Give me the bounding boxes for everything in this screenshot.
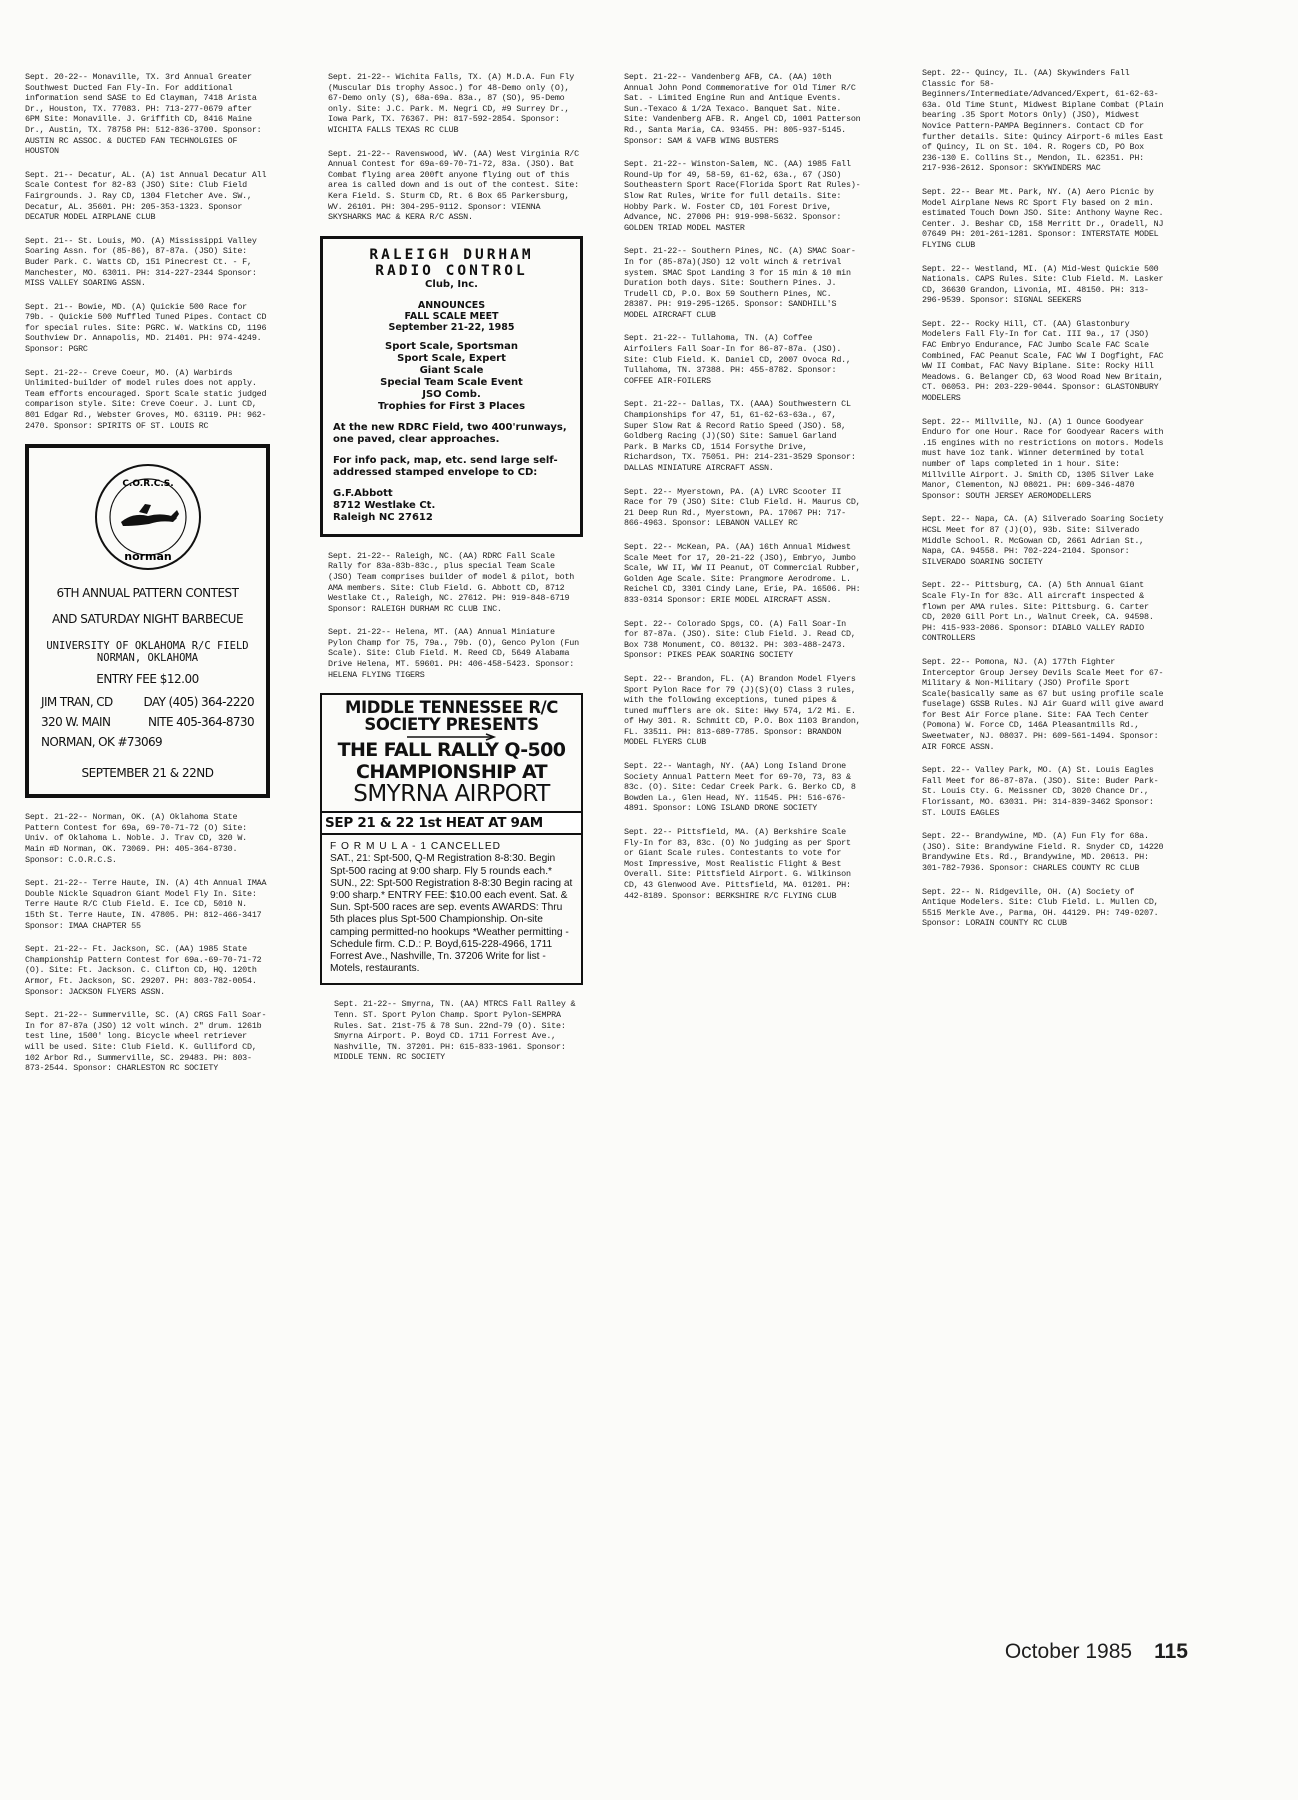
ad-contact: G.F.Abbott [333,487,393,499]
norman-pattern-contest-ad [25,444,270,798]
issue-date: October 1985 [1004,1640,1133,1663]
ad-title: RADIO CONTROL [375,262,528,279]
ad-event: Giant Scale [419,364,484,376]
ad-heading: SMYRNA AIRPORT [353,781,550,808]
listing-entry: Sept. 21-- Bowie, MD. (A) Quickie 500 Race for 79b. - Quickie 500 Muffled Tuned Pipes. Contact CD for special rules. Site: PGRC. W. Watkins CD, 1196 Southview Dr. Annapolis, MD. 21401. PH: 974-4249. Sponsor: PGRC [25,301,267,355]
listing-entry: Sept. 21-- St. Louis, MO. (A) Mississippi Valley Soaring Assn. for (85-86), 87-87a. (JSO) Site: Buder Park. C. Watts CD, 151 Pinecrest Ct. - F, Manchester, MO. 63011. PH: 314-227-2344 Sponsor: MISS VALLEY SOARING ASSN. [25,235,257,289]
listing-entry: Sept. 21-22-- Dallas, TX. (AAA) Southwestern CL Championships for 47, 51, 61-62-63-63a., 67, Super Slow Rat & Record Ratio Speed (JSO). 58, Goldberg Racing (J)(SO) Site: Samuel Garland Park. B Marks CD, 1514 Forsythe Drive, Richardson, TX. 75051. PH: 214-231-3529 Sponsor: DALLAS MINIATURE AIRCRAFT ASSN. [624,399,856,473]
contact-row [37,732,258,752]
listing-entry: Sept. 22-- McKean, PA. (AA) 16th Annual Midwest Scale Meet for 17, 20-21-22 (JSO), Embryo, Jumbo Scale, WW II, WW II Peanut, OT Commercial Rubber, Golden Age Scale. Site: Prangmore Aerodrome. L. Reichel CD, 3301 Cindy Lane, Erie, PA. 16506. PH: 833-0314 Sponsor: ERIE MODEL AIRCRAFT ASSN. [624,541,861,605]
listings-col1-top [25,72,270,431]
ad-line: 6TH ANNUAL PATTERN CONTEST [56,586,239,601]
ad-event: Special Team Scale Event [380,376,523,388]
listing-entry: Sept. 22-- Pittsfield, MA. (A) Berkshire Scale Fly-In for 83, 83c. (O) No judging as per Sport or Giant Scale rules. Contestants to vote for Most Impressive, Most Realistic Flight & Best Overall. Site: Pittsfield Airport. G. Wilkinson CD, 43 Glenwood Ave. Pittsfield, MA. 01201. PH: 442-8189. Sponsor: BERKSHIRE R/C FLYING CLUB [624,827,851,901]
listing-entry: Sept. 21-22-- Ravenswood, WV. (AA) West Virginia R/C Annual Contest for 69a-69-70-71-72, 83a. (JSO). Bat Combat flying area 200ft anyone flying out of this area is called down and is out of the contest. Site: Kera Field. S. Sturm CD, Rt. 6 Box 65 Parkersburg, WV. 26101. PH: 304-295-9112. Sponsor: VIENNA SKYSHARKS MAC & KERA R/C ASSN. [328,148,579,223]
listing-entry: Sept. 21-22-- Summerville, SC. (A) CRGS Fall Soar-In for 87-87a (JSO) 12 volt winch. 2" drum. 1261b test line, 1500' long. Bicycle wheel retriever will be used. Site: Club Field. K. Gulliford CD, 102 Arbor Rd., Summerville, SC. 29483. PH: 803-873-2544. Sponsor: CHARLESTON RC SOCIETY [25,1010,267,1074]
listing-entry: Sept. 22-- Myerstown, PA. (A) LVRC Scooter II Race for 79 (JSO) Site: Club Field. H. Maurus CD, 21 Deep Run Rd., Myerstown, PA. 17067 PH: 717-866-4963. Sponsor: LEBANON VALLEY RC [624,486,861,529]
listing-entry: Sept. 21-22-- Ft. Jackson, SC. (AA) 1985 State Championship Pattern Contest for 69a.-69-70-71-72 (O). Site: Ft. Jackson. C. Clifton CD, HQ. 120th Armor, Ft. Jackson, SC. 29207. PH: 803-782-0054. Sponsor: JACKSON FLYERS ASSN. [25,944,262,997]
column-4 [922,68,1167,942]
listing-entry: Sept. 21-22-- Terre Haute, IN. (A) 4th Annual IMAA Double Nickle Squadron Giant Model Fly In. Site: Terre Haute R/C Club Field. E. Ice CD, 5010 N. 15th St. Terre Haute, IN. 47805. PH: 812-466-3417 Sponsor: IMAA CHAPTER 55 [25,878,267,931]
page-footer [1005,1640,1188,1664]
listing-entry: Sept. 22-- Pomona, NJ. (A) 177th Fighter Interceptor Group Jersey Devils Scale Meet for 67-Military & Non-Military (JSO) Profile Sport Scale(basically same as 67 but using profile scale fuselage) GSSB Rules. NJ Air Guard will give award for Best Air Force plane. Site: FAA Tech Center (Pomona) W. Force CD, 146A Pleasantmills Rd., Sweetwater, NJ. 08037. PH: 609-561-1494. Sponsor: AIR FORCE ASSN. [922,656,1164,752]
listings-col1-bottom [25,812,270,1073]
entry-fee: ENTRY FEE $12.00 [96,672,199,687]
listing-entry: Sept. 22-- Quincy, IL. (AA) Skywinders Fall Classic for 58-Beginners/Intermediate/Advanced/Expert, 61-62-63-63a. Old Time Stunt, Midwest Biplane Combat (Plain bearing .35 Sport Motors Only) (JSO), Midwest Novice Pattern-PAMPA Beginners. Contact CD for further details. Site: Quincy Airport-6 miles East of Quincy, IL on St. 104. R. Rogers CD, PO Box 236-130 E. Collins St., Mendon, IL. 62351. PH: 217-936-2612. Sponsor: SKYWINDERS MAC [922,68,1164,174]
ad-heading: MIDDLE TENNESSEE R/C [344,698,559,718]
ad-heading: CHAMPIONSHIP AT [356,761,547,784]
ad-line: AND SATURDAY NIGHT BARBECUE [51,612,244,627]
ad-body [322,835,581,983]
ad-heading: SOCIETY PRESENTS [364,715,539,735]
ad-contact: 8712 Westlake Ct. [333,499,436,511]
ad-date: SEPTEMBER 21 & 22ND [81,766,214,781]
listing-entry: Sept. 21-22-- Vandenberg AFB, CA. (AA) 10th Annual John Pond Commemorative for Old Timer R/C Sat. - Limited Engine Run and Antique Events. Sun.-Texaco & 1/2A Texaco. Banquet Sat. Nite. Site: Vandenberg AFB. R. Angel CD, 1001 Patterson Rd., Santa Maria, CA. 93455. PH: 805-937-5145. Sponsor: SAM & VAFB WING BUSTERS [624,72,861,146]
listing-entry: Sept. 21-22-- Wichita Falls, TX. (A) M.D.A. Fun Fly (Muscular Dis trophy Assoc.) for 48-Demo only (O), 67-Demo only (S), 68a-69a. 83a., 87 (SO), 95-Demo only. Site: J.C. Park. M. Negri CD, #9 Surrey Dr., Iowa Park, TX. 76367. PH: 817-592-2854. Sponsor: WICHITA FALLS TEXAS RC CLUB [328,72,575,135]
column-3 [624,72,864,914]
middle-tennessee-ad [320,693,583,985]
listing-entry: Sept. 22-- Napa, CA. (A) Silverado Soaring Society HCSL Meet for 87 (J)(O), 93b. Site: Silverado Middle School. R. McGowan CD, 2661 Adrian St., Napa, CA. 94558. PH: 702-224-2104. Sponsor: SILVERADO SOARING SOCIETY [922,514,1164,567]
listing-entry: Sept. 22-- Bear Mt. Park, NY. (A) Aero Picnic by Model Airplane News RC Sport Fly based on 2 min. estimated Touch Down JSO. Site: Anthony Wayne Rec. Center. J. Beshar CD, 158 Merritt Dr., Oradell, NJ 07649 PH: 201-261-1281. Sponsor: INTERSTATE MODEL FLYING CLUB [922,186,1164,250]
contact-city: NORMAN, OK #73069 [41,735,163,750]
listing-entry: Sept. 21-22-- Tullahoma, TN. (A) Coffee Airfoilers Fall Soar-In for 86-87-87a. (JSO). Site: Club Field. K. Daniel CD, 2007 Ovoca Rd., Tullahoma, TN. 37388. PH: 455-8782. Sponsor: COFFEE AIR-FOILERS [624,333,851,386]
contact-name: JIM TRAN, CD [41,695,113,710]
ad-announce: FALL SCALE MEET [404,310,499,322]
ad-title: RALEIGH DURHAM [369,246,534,263]
ad-announce: September 21-22, 1985 [388,321,515,333]
corcs-club-logo-icon [93,462,203,572]
ad-date-bar: SEP 21 & 22 1st HEAT AT 9AM [322,811,581,835]
listing-entry: Sept. 20-22-- Monaville, TX. 3rd Annual Greater Southwest Ducted Fan Fly-In. For additional information send SASE to Ed Clayman, 7418 Arista Dr., Houston, TX. 77083. PH: 713-277-0679 after 6PM Site: Monaville. J. Griffith CD, 8416 Maine Dr., Austin, TX. 78758 PH: 512-836-3700. Sponsor: AUSTIN RC ASSOC. & DUCTED FAN TECHNOLGIES OF HOUSTON [25,72,262,157]
listing-entry: Sept. 22-- Valley Park, MO. (A) St. Louis Eagles Fall Meet for 86-87-87a. (JSO). Site: Buder Park-St. Louis Cty. G. Meissner CD, 3020 Chance Dr., Florissant, MO. 63031. PH: 314-839-3462 Sponsor: ST. LOUIS EAGLES [922,765,1159,818]
listing-entry: Sept. 22-- N. Ridgeville, OH. (A) Society of Antique Modelers. Site: Club Field. L. Mullen CD, 5515 Merkle Ave., Parma, OH. 44129. PH: 749-0207. Sponsor: LORAIN COUNTY RC CLUB [922,886,1159,929]
listing-entry: Sept. 22-- Wantagh, NY. (AA) Long Island Drone Society Annual Pattern Meet for 69-70, 73, 83 & 83c. (O). Site: Cedar Creek Park. G. Berko CD, 8 Bowden La., Glen Head, NY. 11545. PH: 516-676-4891. Sponsor: LONG ISLAND DRONE SOCIETY [624,761,856,814]
column-1 [25,72,270,1087]
contact-nite-phone: NITE 405-364-8730 [147,715,254,730]
listing-entry: Sept. 22-- Brandon, FL. (A) Brandon Model Flyers Sport Pylon Race for 79 (J)(S)(O) Class 3 rules, with the following exceptions, tuned pipes & tuned mufflers are ok. Site: Hwy 574, 1/2 Mi. E. of Hwy 301. R. Schmitt CD, P.O. Box 1103 Brandon, FL. 33511. PH: 813-689-7785. Sponsor: BRANDON MODEL FLYERS CLUB [624,673,861,748]
listing-entry: Sept. 22-- Pittsburg, CA. (A) 5th Annual Giant Scale Fly-In for 83c. All aircraft inspected & flown per AMA rules. Site: Pittsburg. G. Carter CD, 2020 Gill Port Ln., Walnut Creek, CA. 94598. PH: 415-933-2086. Sponsor: DIABLO VALLEY RADIO CONTROLLERS [922,580,1154,644]
ad-line: UNIVERSITY OF OKLAHOMA R/C FIELD [46,640,249,653]
logo-bottom-text: norman [123,550,172,564]
column-2 [320,72,583,1076]
page-number: 115 [1154,1640,1188,1663]
ad-line: NORMAN, OKLAHOMA [96,652,199,665]
logo-top-text: C.O.R.C.S. [121,479,174,490]
listing-entry: Sept. 21-- Decatur, AL. (A) 1st Annual Decatur All Scale Contest for 82-83 (JSO) Site: Club Field Fairgrounds. J. Ray CD, 1304 Fletcher Ave. SW., Decatur, AL. 35601. PH: 205-353-1323. Sponsor DECATUR MODEL AIRPLANE CLUB [25,169,267,223]
listing-entry: Sept. 21-22-- Winston-Salem, NC. (AA) 1985 Fall Round-Up for 49, 58-59, 61-62, 63a., 67 (JSO) Southeastern Sport Race(Florida Sport Rat Rules)-Slow Rat Rules, Write for full details. Site: Hobby Park. W. Foster CD, 101 Forest Drive, Advance, NC. 27006 PH: 919-998-5632. Sponsor: GOLDEN TRIAD MODEL MASTER [624,159,861,233]
ad-paragraph: For info pack, map, etc. send large self-addressed stamped envelope to CD: [333,454,558,478]
listing-entry: Sept. 22-- Millville, NJ. (A) 1 Ounce Goodyear Enduro for one Hour. Race for Goodyear Racers with .15 engines with no restrictions on motors. Models must have 1oz tank. Winner determined by total number of laps completed in 1 hour. Site: Millville Airport. J. Smith CD, 1305 Silver Lake Manor, Clementon, NJ 08021. PH: 609-346-4870 Sponsor: SOUTH JERSEY AEROMODELLERS [922,416,1164,501]
listing-entry: Sept. 22-- Rocky Hill, CT. (AA) Glastonbury Modelers Fall Fly-In for Cat. III 9a., 17 (JSO) FAC Embryo Endurance, FAC Jumbo Scale FAC Scale Combined, FAC Peanut Scale, FAC WW I Dogfight, FAC WW II Combat, FAC Navy Biplane. Site: Rocky Hill Meadows. G. Belanger CD, 63 Wood Road New Britain, CT. 06053. PH: 203-229-9044. Sponsor: GLASTONBURY MODELERS [922,318,1164,404]
ad-body-text: SAT., 21: Spt-500, Q-M Registration 8-8:30. Begin Spt-500 racing at 9:00 sharp. Fly 5 rounds each.* SUN., 22: Spt-500 Registration 8-8:30 Begin racing at 9:00 sharp.* ENTRY FEE: $10.00 each event. Sat. & Sun. Spt-500 races are sep. events AWARDS: Thru 5th places plus Spt-500 Championship. On-site camping permitted-no hookups *Weather permitting - Schedule firm. C.D.: P. Boyd,615-228-4966, 1711 Forrest Ave., Nashville, Tn. 37206 Write for list -Motels, restaurants. [330,853,573,975]
ad-event: JSO Comb. [422,388,481,400]
listing-entry: Sept. 21-22-- Smyrna, TN. (AA) MTRCS Fall Ralley & Tenn. ST. Sport Pylon Champ. Sport Pylon-SEMPRA Rules. Sat. 21st-75 & 78 Sun. 22nd-79 (O). Site: Smyrna Airport. P. Boyd CD. 1711 Forrest Ave., Nashville, TN. 37201. PH: 615-833-1961. Sponsor: MIDDLE TENN. RC SOCIETY [334,999,576,1063]
listing-entry: Sept. 22-- Westland, MI. (A) Mid-West Quickie 500 Nationals. CAPS Rules. Site: Club Field. M. Lasker CD, 36630 Grandon, Livonia, MI. 48150. PH: 313-296-9539. Sponsor: SIGNAL SEEKERS [922,263,1164,306]
contact-day-phone: DAY (405) 364-2220 [143,695,254,710]
ad-event: Sport Scale, Sportsman [385,340,518,352]
listing-entry: Sept. 21-22-- Creve Coeur, MO. (A) Warbirds Unlimited-builder of model rules does not apply. Team efforts encouraged. Sport Scale static judged comparison style. Site: Creve Coeur. J. Lunt CD, 801 Edgar Rd., Webster Groves, MO. 63119. PH: 962-2470. Sponsor: SPIRITS OF ST. LOUIS RC [25,367,267,431]
listing-entry: Sept. 21-22-- Southern Pines, NC. (A) SMAC Soar-In for (85-87a)(JSO) 12 volt winch & retrival system. SMAC Spot Landing 3 for 15 min & 10 min Duration both days. Site: Southern Pines. J. Trudell CD, P.O. Box 59 Southern Pines, NC. 28387. PH: 919-295-1265. Sponsor: SANDHILL'S MODEL AIRCRAFT CLUB [624,246,856,320]
ad-announce: ANNOUNCES [417,299,486,311]
listing-entry: Sept. 22-- Colorado Spgs, CO. (A) Fall Soar-In for 87-87a. (JSO). Site: Club Field. J. Read CD, Box 738 Monument, CO. 80132. PH: 303-488-2473. Sponsor: PIKES PEAK SOARING SOCIETY [624,618,856,661]
contact-row [37,692,258,712]
listing-entry: Sept. 21-22-- Helena, MT. (AA) Annual Miniature Pylon Champ for 75, 79a., 79b. (O), Genco Pylon (Fun Scale). Site: Club Field. M. Reed CD, 5649 Alabama Drive Helena, MT. 59601. PH: 406-458-5423. Sponsor: HELENA FLYING TIGERS [328,627,579,680]
ad-event: Sport Scale, Expert [397,352,506,364]
ad-heading: THE FALL RALLY Q-500 [337,739,566,762]
contact-address: 320 W. MAIN [41,715,111,730]
ad-paragraph: At the new RDRC Field, two 400'runways, one paved, clear approaches. [333,421,567,445]
listing-entry: Sept. 22-- Brandywine, MD. (A) Fun Fly for 68a. (JSO). Site: Brandywine Field. R. Snyder CD, 14220 Brandywine Ets. Rd., Brandywine, MD. 20613. PH: 301-782-7936. Sponsor: CHARLES COUNTY RC CLUB [922,831,1164,873]
listing-entry: Sept. 21-22-- Norman, OK. (A) Oklahoma State Pattern Contest for 69a, 69-70-71-72 (O) Site: Univ. of Oklahoma L. Noble. J. Trav CD, 320 W. Main #D Norman, OK. 73069. PH: 405-364-8730. Sponsor: C.O.R.C.S. [25,812,247,865]
ad-body-line: F O R M U L A - 1 CANCELLED [330,841,501,853]
ad-club: Club, Inc. [425,278,478,290]
listing-entry: Sept. 21-22-- Raleigh, NC. (AA) RDRC Fall Scale Rally for 83a-83b-83c., plus special Team Scale (JSO) Team comprises builder of model & pilot, both AMA members. Site: Club Field. G. Abbott CD, 8712 Westlake Ct., Raleigh, NC. 27612. PH: 919-848-6719 Sponsor: RALEIGH DURHAM RC CLUB INC. [328,550,575,614]
contact-row [37,712,258,732]
raleigh-durham-ad [320,236,583,537]
ad-event: Trophies for First 3 Places [377,400,526,412]
ad-contact: Raleigh NC 27612 [333,511,433,523]
